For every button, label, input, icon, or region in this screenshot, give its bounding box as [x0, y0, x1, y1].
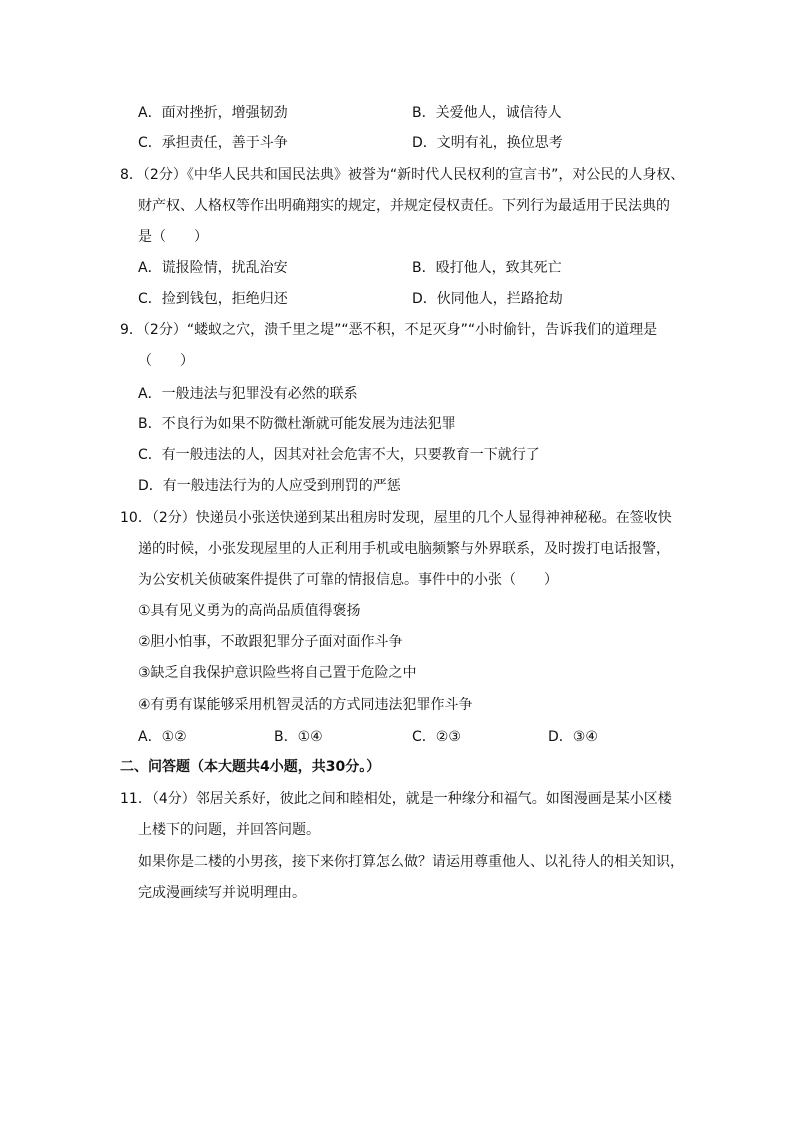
q9-option-d: D．有一般违法行为的人应受到刑罚的严惩 — [138, 478, 401, 494]
q7-option-b: B．关爱他人，诚信待人 — [412, 105, 562, 121]
q8-stem-line-3: 是（ ） — [138, 229, 208, 245]
q9-option-a: A．一般违法与犯罪没有必然的联系 — [138, 386, 358, 402]
q11-stem-line-2: 上楼下的问题，并回答问题。 — [138, 822, 320, 838]
q8-option-a: A．谎报险情，扰乱治安 — [138, 260, 288, 276]
q11-stem-line-1: 11．（4分）邻居关系好，彼此之间和睦相处，就是一种缘分和福气。如图漫画是某小区楼 — [120, 791, 672, 807]
q7-option-c: C．承担责任，善于斗争 — [138, 135, 288, 151]
q10-option-d: D．③④ — [548, 729, 598, 745]
q11-stem-line-4: 完成漫画续写并说明理由。 — [138, 885, 306, 901]
q8-option-c: C．捡到钱包，拒绝归还 — [138, 291, 288, 307]
q11-stem-line-3: 如果你是二楼的小男孩，接下来你打算怎么做？请运用尊重他人、以礼待人的相关知识， — [138, 854, 684, 870]
q10-option-c: C．②③ — [412, 729, 461, 745]
q9-stem-line-2: （ ） — [138, 353, 194, 369]
q10-statement-2: ②胆小怕事，不敢跟犯罪分子面对面作斗争 — [138, 634, 403, 650]
q10-statement-3: ③缺乏自我保护意识险些将自己置于危险之中 — [138, 665, 417, 681]
section-heading: 二、问答题（本大题共4小题，共30分。） — [120, 759, 381, 775]
q10-stem-line-2: 递的时候，小张发现屋里的人正利用手机或电脑频繁与外界联系，及时拨打电话报警， — [138, 541, 670, 557]
q8-stem-line-1: 8．（2分）《中华人民共和国民法典》被誉为“新时代人民权利的宣言书”，对公民的人身权、 — [120, 167, 685, 183]
q7-option-d: D．文明有礼，换位思考 — [412, 135, 563, 151]
q9-option-c: C．有一般违法的人，因其对社会危害不大，只要教育一下就行了 — [138, 447, 540, 463]
q9-option-b: B．不良行为如果不防微杜渐就可能发展为违法犯罪 — [138, 416, 456, 432]
q10-option-b: B．①④ — [274, 729, 323, 745]
q8-option-b: B．殴打他人，致其死亡 — [412, 260, 562, 276]
q10-option-a: A．①② — [138, 729, 187, 745]
q10-statement-4: ④有勇有谋能够采用机智灵活的方式同违法犯罪作斗争 — [138, 697, 473, 713]
q10-statement-1: ①具有见义勇为的高尚品质值得褒扬 — [138, 603, 361, 619]
q9-stem-line-1: 9．（2分）“蝼蚁之穴，溃千里之堤”“恶不积，不足灭身”“小时偷针，告诉我们的道理是 — [120, 322, 658, 338]
q8-option-d: D．伙同他人，拦路抢劫 — [412, 291, 563, 307]
q10-stem-line-1: 10．（2分）快递员小张送快递到某出租房时发现，屋里的几个人显得神神秘秘。在签收快 — [120, 510, 672, 526]
q8-stem-line-2: 财产权、人格权等作出明确翔实的规定，并规定侵权责任。下列行为最适用于民法典的 — [138, 198, 670, 214]
q7-option-a: A．面对挫折，增强韧劲 — [138, 105, 288, 121]
q10-stem-line-3: 为公安机关侦破案件提供了可靠的情报信息。事件中的小张（ ） — [138, 572, 558, 588]
